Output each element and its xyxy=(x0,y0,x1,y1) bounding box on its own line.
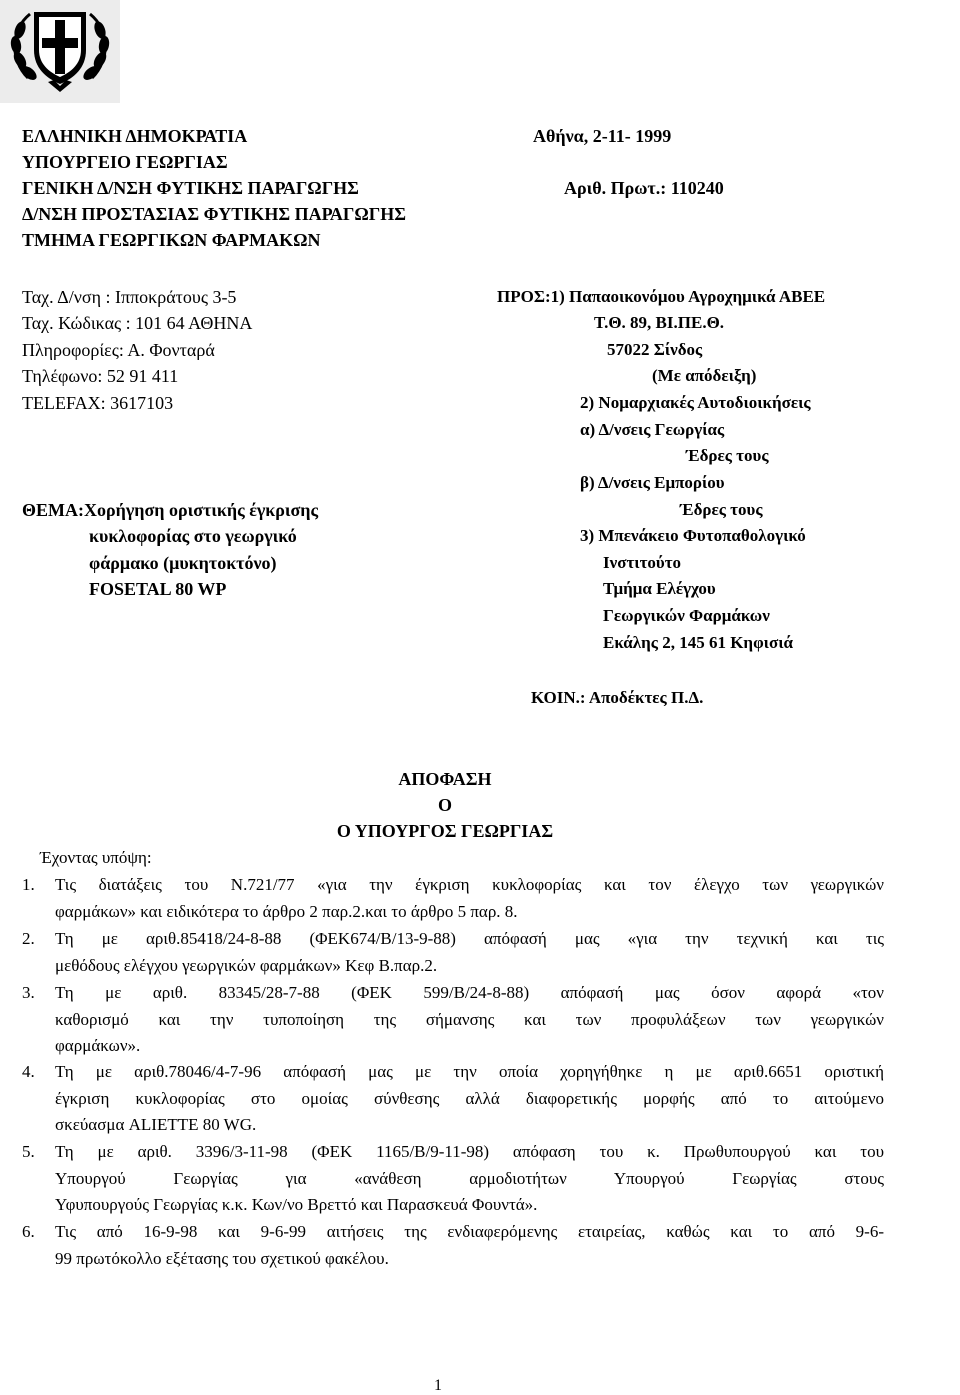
recipient-2a-seat: Έδρες τους xyxy=(686,446,769,465)
item-text-line: Τη με αριθ. 83345/28-7-88 (ΦΕΚ 599/Β/24-8-88) απόφασή μας όσον αφορά «τον xyxy=(55,983,884,1002)
recipient-1-address-1: Τ.Θ. 89, ΒΙ.ΠΕ.Θ. xyxy=(594,313,725,332)
recipient-2b: β) Δ/νσεις Εμπορίου xyxy=(580,473,725,492)
item-text-line: Τη με αριθ. 3396/3-11-98 (ΦΕΚ 1165/Β/9-11-98) απόφαση του κ. Πρωθυπουργού και του xyxy=(55,1142,884,1161)
recipient-1-note: (Με απόδειξη) xyxy=(652,366,757,385)
recipient-2a: α) Δ/νσεις Γεωργίας xyxy=(580,420,725,439)
item-text-line: έγκριση κυκλοφορίας στο ομοίας σύνθεσης αλλά διαφορετικής μορφής από το αιτούμενο xyxy=(55,1088,884,1108)
decision-o: Ο xyxy=(437,795,452,815)
decision-title: ΑΠΟΦΑΣΗ xyxy=(398,769,492,789)
department: ΤΜΗΜΑ ΓΕΩΡΓΙΚΩΝ ΦΑΡΜΑΚΩΝ xyxy=(22,230,321,250)
item-text-line: Τη με αριθ.78046/4-7-96 απόφασή μας με την οποία χορηγήθηκε η με αριθ.6651 οριστική xyxy=(55,1062,884,1081)
greek-coat-of-arms-icon xyxy=(0,0,120,103)
subject-line-4: FOSETAL 80 WP xyxy=(89,579,227,599)
koin-recipients: ΚΟΙΝ.: Αποδέκτες Π.Δ. xyxy=(531,688,704,707)
page-number: 1 xyxy=(434,1377,442,1394)
contact-info: Πληροφορίες: Α. Φονταρά xyxy=(22,340,215,360)
item-text-line: σκεύασμα ALIETTE 80 WG. xyxy=(55,1115,257,1134)
date: Αθήνα, 2-11- 1999 xyxy=(533,126,672,146)
item-number: 5. xyxy=(22,1142,35,1161)
item-number: 6. xyxy=(22,1222,35,1241)
ministry-name: ΥΠΟΥΡΓΕΙΟ ΓΕΩΡΓΙΑΣ xyxy=(22,152,228,172)
recipient-3-line-5: Εκάλης 2, 145 61 Κηφισιά xyxy=(603,633,793,652)
item-text-line: Υπουργού Γεωργίας για «ανάθεση αρμοδιοτήτων Υπουργού Γεωργίας στους xyxy=(55,1168,884,1188)
recipient-2: 2) Νομαρχιακές Αυτοδιοικήσεις xyxy=(580,393,811,412)
protocol-number: Αριθ. Πρωτ.: 110240 xyxy=(564,178,724,198)
contact-phone: Τηλέφωνο: 52 91 411 xyxy=(22,366,179,386)
recipient-3-line-4: Γεωργικών Φαρμάκων xyxy=(603,606,770,625)
contact-fax: TELEFAX: 3617103 xyxy=(22,393,174,413)
item-text-line: Υφυπουργούς Γεωργίας κ.κ. Κων/νο Βρεττό και Παρασκευά Φουντά». xyxy=(55,1195,538,1214)
recipient-1-address-2: 57022 Σίνδος xyxy=(607,340,703,359)
recipient-1: ΠΡΟΣ:1) Παπαοικονόμου Αγροχημικά ΑΒΕΕ xyxy=(497,287,826,306)
subject-line-3: φάρμακο (μυκητοκτόνο) xyxy=(89,553,277,573)
item-number: 4. xyxy=(22,1062,35,1081)
item-number: 3. xyxy=(22,983,35,1002)
recipient-2b-seat: Έδρες τους xyxy=(680,500,763,519)
subject-line-1: ΘΕΜΑ:Χορήγηση οριστικής έγκρισης xyxy=(22,500,319,520)
considering-label: Έχοντας υπόψη: xyxy=(40,848,152,867)
item-text-line: φαρμάκων» και ειδικότερα το άρθρο 2 παρ.2.και το άρθρο 5 παρ. 8. xyxy=(55,901,518,921)
item-text-line: Τη με αριθ.85418/24-8-88 (ΦΕΚ674/Β/13-9-88) απόφασή μας «για την τεχνική και τις xyxy=(55,929,884,948)
recipient-3-line-2: Ινστιτούτο xyxy=(603,553,682,572)
subject-line-2: κυκλοφορίας στο γεωργικό xyxy=(89,526,297,546)
recipient-3: 3) Μπενάκειο Φυτοπαθολογικό xyxy=(580,526,806,545)
item-text-line: μεθόδους ελέγχου γεωργικών φαρμάκων» Κεφ Β.παρ.2. xyxy=(55,955,438,975)
contact-address: Ταχ. Δ/νση : Ιπποκράτους 3-5 xyxy=(22,287,237,307)
item-text-line: 99 πρωτόκολλο εξέτασης του σχετικού φακέλου. xyxy=(55,1248,389,1268)
item-text-line: καθορισμό και την τυποποίηση της σήμανσης και των προφυλάξεων των γεωργικών xyxy=(55,1009,884,1029)
directorate: Δ/ΝΣΗ ΠΡΟΣΤΑΣΙΑΣ ΦΥΤΙΚΗΣ ΠΑΡΑΓΩΓΗΣ xyxy=(22,204,407,224)
country-name: ΕΛΛΗΝΙΚΗ ΔΗΜΟΚΡΑΤΙΑ xyxy=(22,126,248,146)
decision-minister: Ο ΥΠΟΥΡΓΟΣ ΓΕΩΡΓΙΑΣ xyxy=(336,821,554,841)
general-directorate: ΓΕΝΙΚΗ Δ/ΝΣΗ ΦΥΤΙΚΗΣ ΠΑΡΑΓΩΓΗΣ xyxy=(22,178,359,198)
item-text-line: Τις από 16-9-98 και 9-6-99 αιτήσεις της ενδιαφερόμενης εταιρείας, καθώς και το από 9-6- xyxy=(55,1222,884,1241)
item-number: 2. xyxy=(22,929,35,948)
item-text-line: Τις διατάξεις του Ν.721/77 «για την έγκριση κυκλοφορίας και τον έλεγχο των γεωργικών xyxy=(55,875,884,894)
item-number: 1. xyxy=(22,875,35,894)
recipient-3-line-3: Τμήμα Ελέγχου xyxy=(603,579,716,598)
item-text-line: φαρμάκων». xyxy=(55,1036,141,1055)
contact-postal-code: Ταχ. Κώδικας : 101 64 ΑΘΗΝΑ xyxy=(22,313,253,333)
